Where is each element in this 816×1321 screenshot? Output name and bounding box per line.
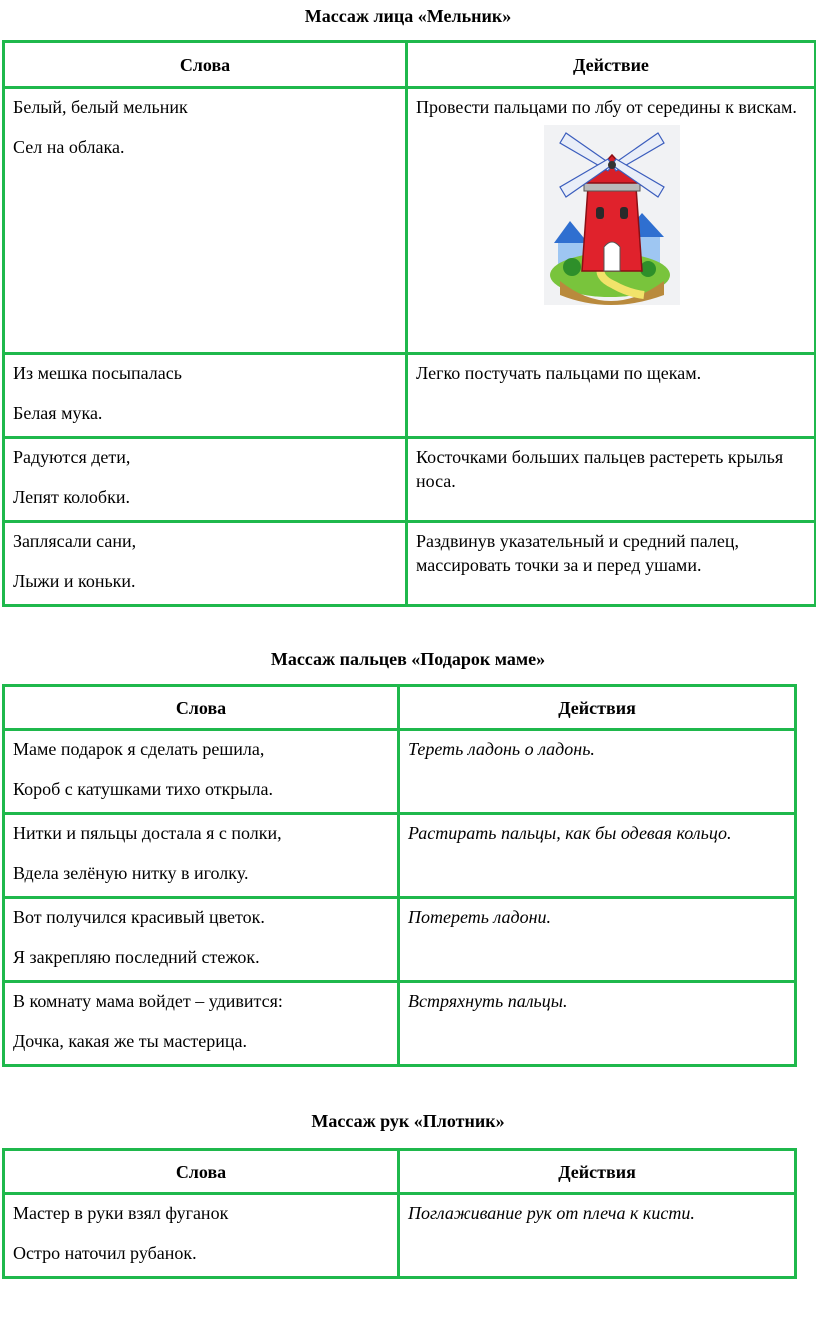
action-cell [399,898,796,982]
windmill-icon [544,125,680,305]
table-row [4,354,816,438]
action-text: Тереть ладонь о ладонь. [408,739,595,759]
verse-line: Маме подарок я сделать решила, [13,739,265,759]
action-cell [399,1194,796,1278]
action-cell [407,354,816,438]
action-cell [407,522,816,606]
action-cell [399,814,796,898]
table-row [4,982,796,1066]
verse-line: Из мешка посыпалась [13,363,182,383]
table-header-row [4,1150,796,1194]
verse-line: В комнату мама войдет – удивится: [13,991,283,1011]
verse-line: Лепят колобки. [13,487,130,507]
action-cell [407,88,816,354]
words-cell [4,354,407,438]
face-massage-table [2,40,816,607]
section-title-hand-massage: Массаж рук «Плотник» [311,1111,505,1131]
words-cell [4,982,399,1066]
verse-line: Короб с катушками тихо открыла. [13,779,273,799]
table-row [4,438,816,522]
action-text: Легко постучать пальцами по щекам. [416,363,702,383]
column-header-action: Действие [407,42,816,88]
verse-line: Сел на облака. [13,137,125,157]
verse-line: Радуются дети, [13,447,131,467]
verse-line: Остро наточил рубанок. [13,1243,197,1263]
finger-massage-table [2,684,797,1067]
verse-line: Лыжи и коньки. [13,571,136,591]
column-header-words: Слова [4,686,399,730]
column-header-words: Слова [4,42,407,88]
verse-line: Мастер в руки взял фуганок [13,1203,229,1223]
table-row [4,88,816,354]
words-cell [4,88,407,354]
verse-line: Нитки и пяльцы достала я с полки, [13,823,282,843]
verse-line: Вдела зелёную нитку в иголку. [13,863,249,883]
table-row [4,814,796,898]
column-header-actions: Действия [399,1150,796,1194]
action-cell [399,982,796,1066]
table-row [4,522,816,606]
action-text: Провести пальцами по лбу от середины к вискам. [416,97,797,117]
section-title-finger-massage: Массаж пальцев «Подарок маме» [270,649,546,669]
action-text: Потереть ладони. [408,907,552,927]
hand-massage-table [2,1148,797,1279]
table-row [4,1194,796,1278]
action-cell [399,730,796,814]
verse-line: Белый, белый мельник [13,97,188,117]
action-text: Косточками больших пальцев растереть крылья носа. [416,447,784,491]
words-cell [4,1194,399,1278]
words-cell [4,730,399,814]
words-cell [4,814,399,898]
verse-line: Я закрепляю последний стежок. [13,947,260,967]
column-header-actions: Действия [399,686,796,730]
words-cell [4,438,407,522]
words-cell [4,898,399,982]
verse-line: Вот получился красивый цветок. [13,907,265,927]
action-text: Растирать пальцы, как бы одевая кольцо. [408,823,732,843]
action-cell [407,438,816,522]
table-header-row [4,42,816,88]
action-text: Раздвинув указательный и средний палец, массировать точки за и перед ушами. [416,531,740,575]
words-cell [4,522,407,606]
section-title-face-massage: Массаж лица «Мельник» [304,6,512,26]
table-row [4,730,796,814]
column-header-words: Слова [4,1150,399,1194]
verse-line: Дочка, какая же ты мастерица. [13,1031,248,1051]
verse-line: Заплясали сани, [13,531,137,551]
table-header-row [4,686,796,730]
table-row [4,898,796,982]
verse-line: Белая мука. [13,403,103,423]
action-text: Встряхнуть пальцы. [408,991,568,1011]
action-text: Поглаживание рук от плеча к кисти. [408,1203,695,1223]
